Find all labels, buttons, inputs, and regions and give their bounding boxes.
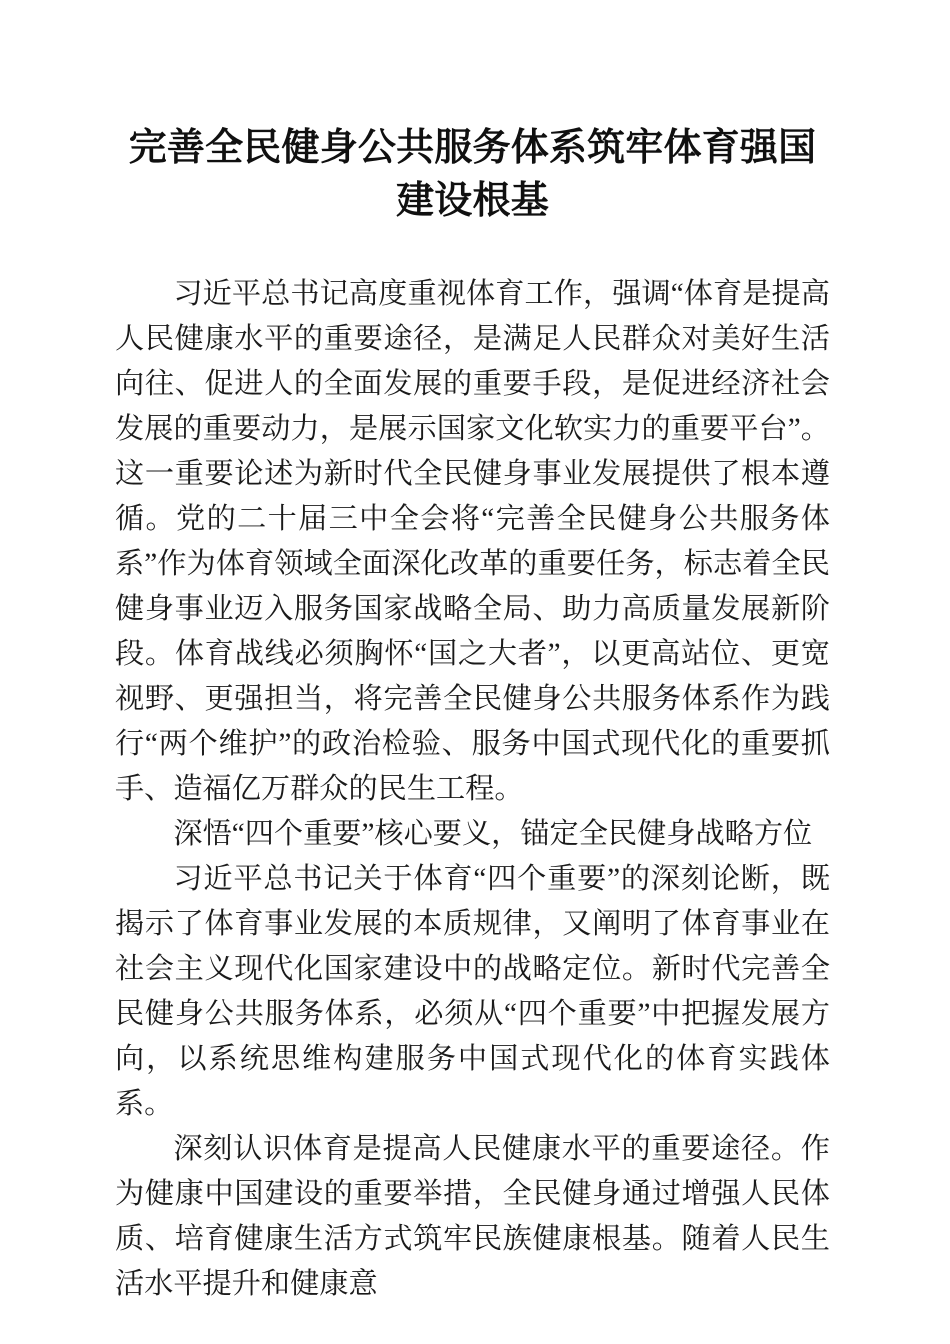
section-heading-sige-zhongyao: 深悟“四个重要”核心要义，锚定全民健身战略方位 bbox=[173, 818, 813, 850]
page-title: 完善全民健身公共服务体系筑牢体育强国建设根基 bbox=[128, 127, 817, 222]
paragraph-health-pathway: 深刻认识体育是提高人民健康水平的重要途径。作为健康中国建设的重要举措，全民健身通过增强人民体质、培育健康生活方式筑牢民族健康根基。随着人民生活水平提升和健康意 bbox=[115, 1133, 830, 1300]
document-content-column bbox=[115, 0, 830, 1307]
document-body bbox=[115, 272, 830, 1307]
paragraph-strategic-position: 习近平总书记关于体育“四个重要”的深刻论断，既揭示了体育事业发展的本质规律，又阐明了体育事业在社会主义现代化国家建设中的战略定位。新时代完善全民健身公共服务体系，必须从“四个重要”中把握发展方向，以系统思维构建服务中国式现代化的体育实践体系。 bbox=[115, 863, 830, 1120]
paragraph-intro: 习近平总书记高度重视体育工作，强调“体育是提高人民健康水平的重要途径，是满足人民群众对美好生活向往、促进人的全面发展的重要手段，是促进经济社会发展的重要动力，是展示国家文化软实力的重要平台”。这一重要论述为新时代全民健身事业发展提供了根本遵循。党的二十届三中全会将“完善全民健身公共服务体系”作为体育领域全面深化改革的重要任务，标志着全民健身事业迈入服务国家战略全局、助力高质量发展新阶段。体育战线必须胸怀“国之大者”，以更高站位、更宽视野、更强担当，将完善全民健身公共服务体系作为践行“两个维护”的政治检验、服务中国式现代化的重要抓手、造福亿万群众的民生工程。 bbox=[115, 278, 830, 805]
